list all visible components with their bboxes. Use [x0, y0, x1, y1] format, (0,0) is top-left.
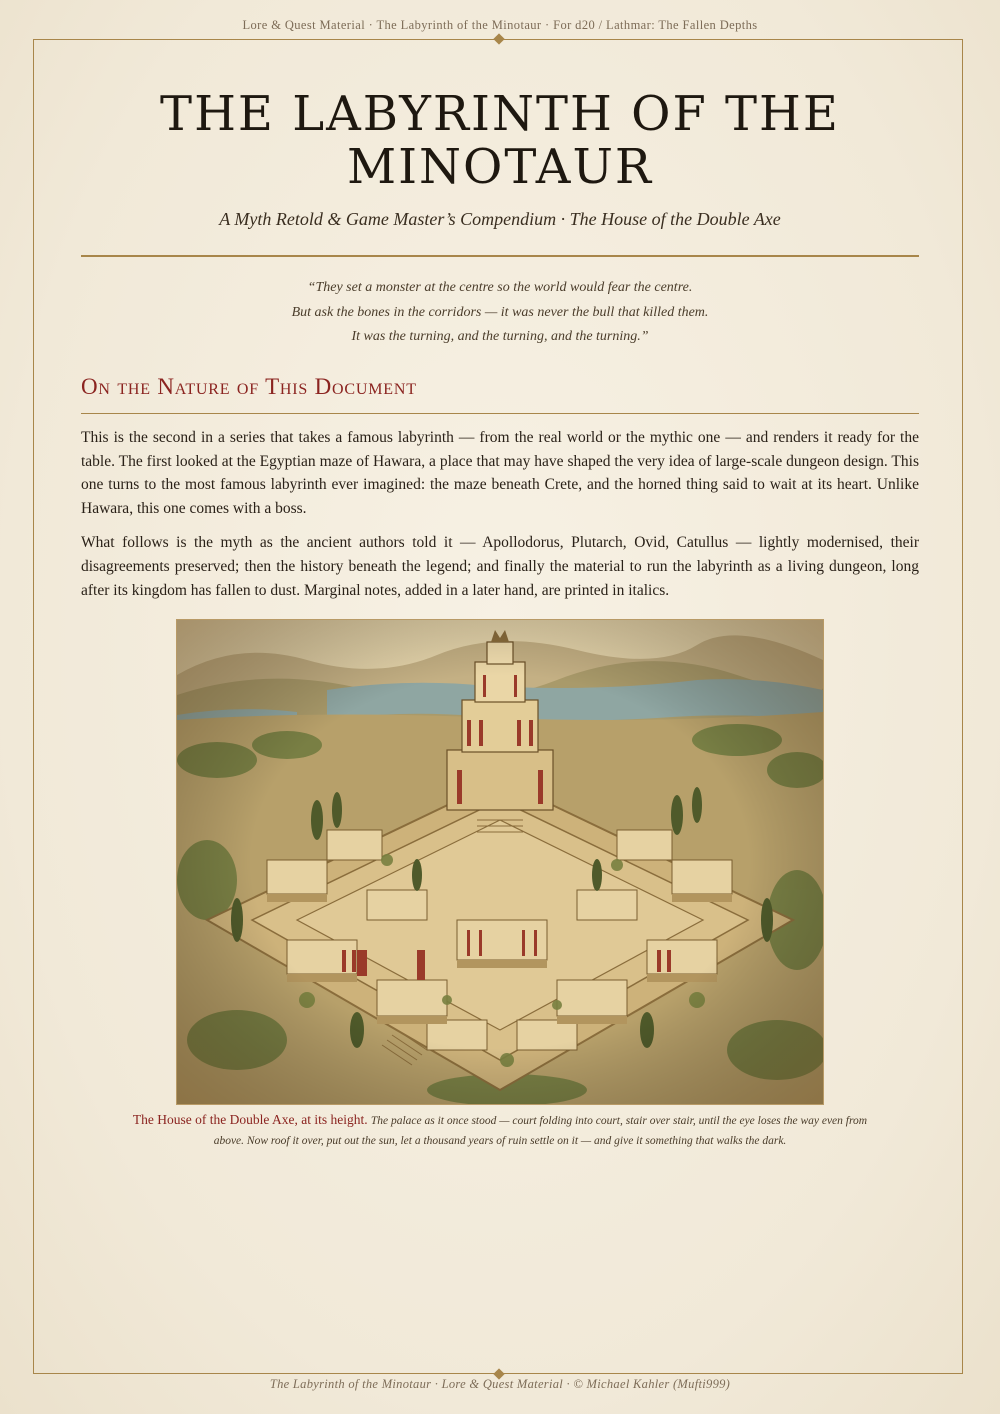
- document-title: THE LABYRINTH OF THE MINOTAUR: [160, 86, 840, 195]
- caption-text: The palace as it once stood — court folding into court, stair over stair, until the eye loses the way even from above. Now roof it over, put out the sun, let a thousand years of ruin settle on it — and give it something that walks the dark.: [213, 1115, 868, 1147]
- caption-lead: The House of the Double Axe, at its height.: [132, 1112, 368, 1127]
- running-foot: The Labyrinth of the Minotaur · Lore & Quest Material · © Michael Kahler (Mufti999): [269, 1377, 731, 1391]
- palace-illustration-art: [177, 620, 823, 1104]
- section-divider: [81, 413, 919, 414]
- section-heading: On the Nature of This Document: [81, 374, 417, 399]
- epigraph: [80, 276, 920, 350]
- epigraph-line: “They set a monster at the centre so the world would fear the centre.: [307, 280, 693, 295]
- paragraph: This is the second in a series that takes a famous labyrinth — from the real world or the mythic one — and renders it ready for the table. The first looked at the Egyptian maze of Hawara, a place that may have shaped the very idea of large-scale dungeon design. This one turns to the most famous labyrinth ever imagined: the maze beneath Crete, and the horned thing said to wait at its heart. Unlike Hawara, this one comes with a boss.: [81, 429, 919, 517]
- epigraph-line: It was the turning, and the turning, and the turning.”: [351, 329, 649, 344]
- paragraph: What follows is the myth as the ancient authors told it — Apollodorus, Plutarch, Ovid, Catullus — lightly modernised, their disagreements preserved; then the history beneath the legend; and finally the material to run the labyrinth as a living dungeon, long after its kingdom has fallen to dust. Marginal notes, added in a later hand, are printed in italics.: [81, 534, 919, 599]
- running-head: Lore & Quest Material · The Labyrinth of the Minotaur · For d20 / Lathmar: The Fallen Depths: [242, 18, 758, 32]
- document-subtitle: A Myth Retold & Game Master’s Compendium · The House of the Double Axe: [219, 209, 781, 229]
- palace-illustration: [176, 619, 824, 1105]
- figure-caption: [120, 1111, 880, 1150]
- body-text: [81, 426, 919, 613]
- title-divider: [81, 255, 919, 257]
- epigraph-line: But ask the bones in the corridors — it was never the bull that killed them.: [291, 304, 709, 320]
